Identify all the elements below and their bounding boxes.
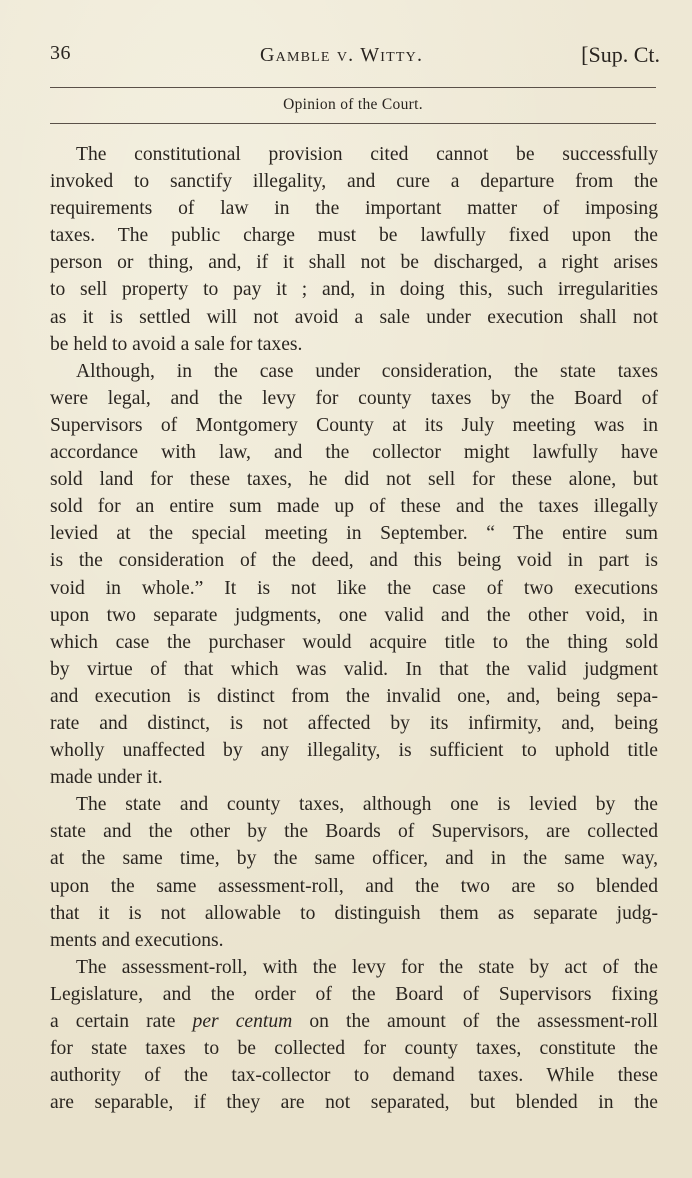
text-line: requirements of law in the important matter of imposing: [50, 198, 658, 220]
text-line: Supervisors of Montgomery County at its July meeting was in: [50, 414, 658, 436]
text-line: be held to avoid a sale for taxes.: [50, 333, 303, 355]
text-line: The assessment-roll, with the levy for the state by act of the: [76, 956, 658, 978]
text-line: for state taxes to be collected for county taxes, constitute the: [50, 1038, 658, 1060]
text-line: Legislature, and the order of the Board of Supervisors fixing: [50, 983, 658, 1005]
header-rule-bottom: [50, 123, 656, 124]
text-line: taxes. The public charge must be lawfully fixed upon the: [50, 225, 658, 247]
text-line: to sell property to pay it ; and, in doing this, such irregularities: [50, 279, 658, 301]
text-line: are separable, if they are not separated, but blended in the: [50, 1092, 658, 1114]
text-line: upon the same assessment-roll, and the two are so blended: [50, 875, 658, 897]
text-line: The state and county taxes, although one is levied by the: [76, 794, 658, 816]
opinion-body: [50, 141, 658, 1116]
text-line: levied at the special meeting in September. “ The entire sum: [50, 523, 658, 545]
page-header: [50, 42, 660, 70]
page-number: 36: [50, 42, 71, 64]
italic-phrase: per centum: [192, 1011, 293, 1032]
text-line: as it is settled will not avoid a sale under execution shall not: [50, 306, 658, 328]
text-line: made under it.: [50, 767, 163, 789]
text-line: rate and distinct, is not affected by its infirmity, and, being: [50, 712, 658, 734]
text-line: person or thing, and, if it shall not be discharged, a right arises: [50, 252, 658, 274]
text-line: invoked to sanctify illegality, and cure a departure from the: [50, 171, 658, 193]
text-line: void in whole.” It is not like the case of two executions: [50, 577, 658, 599]
text-line: accordance with law, and the collector might lawfully have: [50, 442, 658, 464]
text-line: wholly unaffected by any illegality, is sufficient to uphold title: [50, 740, 658, 762]
text-line: which case the purchaser would acquire title to the thing sold: [50, 631, 658, 653]
section-subheader: Opinion of the Court.: [283, 96, 423, 113]
text-line: sold for an entire sum made up of these and the taxes illegally: [50, 496, 658, 518]
text-line: authority of the tax-collector to demand taxes. While these: [50, 1065, 658, 1087]
court-reference: [Sup. Ct.: [581, 42, 660, 67]
text-line: upon two separate judgments, one valid and the other void, in: [50, 604, 658, 626]
text-line: that it is not allowable to distinguish them as separate judg-: [50, 902, 658, 924]
text-line: were legal, and the levy for county taxes by the Board of: [50, 387, 658, 409]
text-line: at the same time, by the same officer, and in the same way,: [50, 848, 658, 870]
text-line: state and the other by the Boards of Supervisors, are collected: [50, 821, 658, 843]
running-title: Gamble v. Witty.: [260, 44, 424, 66]
text-line: The constitutional provision cited cannot be successfully: [76, 144, 658, 165]
text-line: and execution is distinct from the invalid one, and, being sepa-: [50, 685, 658, 707]
text-line: a certain rate per centum on the amount of the assessment-roll: [50, 1011, 658, 1032]
text-line: is the consideration of the deed, and this being void in part is: [50, 550, 658, 572]
text-line: by virtue of that which was valid. In that the valid judgment: [50, 658, 658, 680]
text-line: Although, in the case under consideration, the state taxes: [76, 360, 658, 382]
header-rule-top: [50, 87, 656, 88]
text-line: ments and executions.: [50, 929, 224, 951]
text-line: sold land for these taxes, he did not sell for these alone, but: [50, 469, 658, 491]
